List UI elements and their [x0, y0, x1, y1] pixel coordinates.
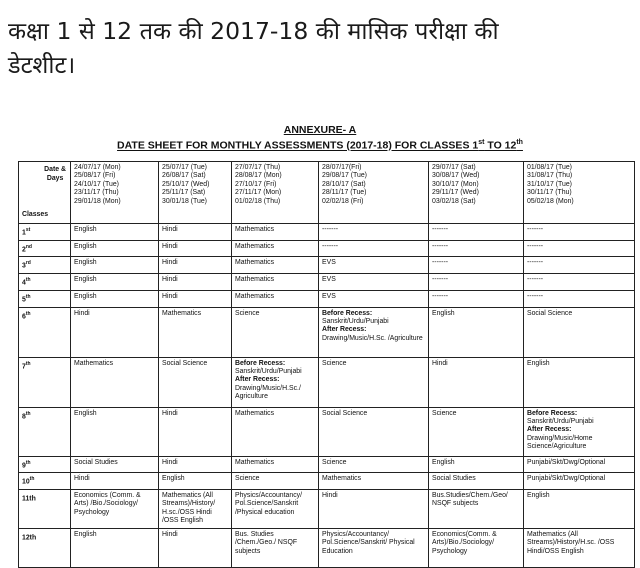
- subject-cell: English: [429, 456, 524, 473]
- datesheet-table: [18, 161, 635, 568]
- subject-cell: English: [524, 489, 635, 528]
- headline: [8, 14, 618, 82]
- subject-cell: Social Studies: [71, 456, 159, 473]
- subject-cell: Mathematics: [71, 357, 159, 407]
- date-header-col-2: 25/07/17 (Tue) 26/08/17 (Sat) 25/10/17 (Wed) 25/11/17 (Sat) 30/01/18 (Tue): [159, 162, 232, 224]
- subject-cell: Mathematics (All Streams)/History/ H.sc./OSS Hindi /OSS English: [159, 489, 232, 528]
- subject-cell: EVS: [319, 274, 429, 291]
- subject-cell: Hindi: [159, 407, 232, 456]
- subject-cell: Mathematics: [232, 456, 319, 473]
- class-cell: 6th: [19, 307, 71, 357]
- subject-cell: Punjabi/Skt/Dwg/Optional: [524, 456, 635, 473]
- subject-cell: Hindi: [159, 240, 232, 257]
- table-row: [19, 407, 635, 456]
- headline-line-1: कक्षा 1 से 12 तक की 2017-18 की मासिक परीक्षा की: [8, 17, 499, 45]
- subject-cell: -------: [524, 274, 635, 291]
- table-row: [19, 528, 635, 567]
- subject-cell: Mathematics: [159, 307, 232, 357]
- subject-cell: Mathematics: [232, 224, 319, 241]
- class-cell: 8th: [19, 407, 71, 456]
- subject-cell: Social Studies: [429, 473, 524, 490]
- date-header-col-1: 24/07/17 (Mon) 25/08/17 (Fri) 24/10/17 (Tue) 23/11/17 (Thu) 29/01/18 (Mon): [71, 162, 159, 224]
- subject-cell: English: [71, 528, 159, 567]
- subject-cell: Social Science: [524, 307, 635, 357]
- subject-cell: Mathematics: [232, 257, 319, 274]
- subject-cell: -------: [429, 274, 524, 291]
- table-row: [19, 489, 635, 528]
- subject-cell: Before Recess: Sanskrit/Urdu/Punjabi After Recess: Drawing/Music/Home Science/Agriculture: [524, 407, 635, 456]
- subject-cell: -------: [429, 257, 524, 274]
- subject-cell: Mathematics: [232, 290, 319, 307]
- subject-cell: -------: [524, 224, 635, 241]
- subject-cell: Hindi: [71, 307, 159, 357]
- title-sup-1: st: [478, 139, 485, 146]
- subject-cell: Hindi: [159, 224, 232, 241]
- subject-cell: Social Science: [319, 407, 429, 456]
- class-cell: 4th: [19, 274, 71, 291]
- table-row: [19, 257, 635, 274]
- subject-cell: Science: [232, 307, 319, 357]
- header-row: [19, 162, 635, 224]
- subject-cell: Science: [319, 456, 429, 473]
- subject-cell: Mathematics: [232, 240, 319, 257]
- date-header-col-4: 28/07/17(Fri) 29/08/17 (Tue) 28/10/17 (Sat) 28/11/17 (Tue) 02/02/18 (Fri): [319, 162, 429, 224]
- subject-cell: EVS: [319, 290, 429, 307]
- class-cell: 1st: [19, 224, 71, 241]
- subject-cell: English: [524, 357, 635, 407]
- subject-cell: Hindi: [159, 274, 232, 291]
- class-cell: 12th: [19, 528, 71, 567]
- subject-cell: Bus. Studies /Chem./Geo./ NSQF subjects: [232, 528, 319, 567]
- subject-cell: Social Science: [159, 357, 232, 407]
- subject-cell: -------: [429, 224, 524, 241]
- corner-cell: [19, 162, 71, 224]
- subject-cell: Science: [429, 407, 524, 456]
- subject-cell: Hindi: [159, 257, 232, 274]
- subject-cell: Before Recess: Sanskrit/Urdu/Punjabi After Recess: Drawing/Music/H.Sc./ Agriculture: [232, 357, 319, 407]
- subject-cell: Science: [232, 473, 319, 490]
- date-header-col-5: 29/07/17 (Sat) 30/08/17 (Wed) 30/10/17 (Mon) 29/11/17 (Wed) 03/02/18 (Sat): [429, 162, 524, 224]
- subject-cell: Mathematics: [319, 473, 429, 490]
- date-days-label: Date & Days: [44, 166, 66, 182]
- class-cell: 11th: [19, 489, 71, 528]
- subject-cell: Physics/Accountancy/ Pol.Science/Sanskrit /Physical education: [232, 489, 319, 528]
- headline-line-2: डेटशीट।: [8, 51, 76, 79]
- subject-cell: -------: [319, 224, 429, 241]
- title-sup-2: th: [516, 139, 523, 146]
- subject-cell: English: [71, 257, 159, 274]
- subject-cell: English: [159, 473, 232, 490]
- subject-cell: Hindi: [159, 290, 232, 307]
- subject-cell: English: [71, 224, 159, 241]
- table-row: [19, 357, 635, 407]
- subject-cell: -------: [319, 240, 429, 257]
- classes-label: Classes: [22, 210, 49, 218]
- subject-cell: Economics(Comm. & Arts)/Bio./Sociology/ Psychology: [429, 528, 524, 567]
- class-cell: 3rd: [19, 257, 71, 274]
- subject-cell: English: [429, 307, 524, 357]
- date-header-col-6: 01/08/17 (Tue) 31/08/17 (Thu) 31/10/17 (Tue) 30/11/17 (Thu) 05/02/18 (Mon): [524, 162, 635, 224]
- subject-cell: Physics/Accountancy/ Pol.Science/Sanskrit/ Physical Education: [319, 528, 429, 567]
- subject-cell: Hindi: [319, 489, 429, 528]
- subject-cell: Mathematics: [232, 274, 319, 291]
- class-cell: 7th: [19, 357, 71, 407]
- title-to: TO 12: [484, 139, 517, 152]
- table-row: [19, 274, 635, 291]
- table-row: [19, 290, 635, 307]
- subject-cell: Punjabi/Skt/Dwg/Optional: [524, 473, 635, 490]
- subject-cell: Science: [319, 357, 429, 407]
- subject-cell: -------: [524, 240, 635, 257]
- subject-cell: English: [71, 290, 159, 307]
- class-cell: 5th: [19, 290, 71, 307]
- subject-cell: English: [71, 274, 159, 291]
- table-row: [19, 224, 635, 241]
- subject-cell: Hindi: [159, 456, 232, 473]
- table-row: [19, 456, 635, 473]
- subject-cell: -------: [524, 257, 635, 274]
- table-row: [19, 473, 635, 490]
- subject-cell: Hindi: [71, 473, 159, 490]
- subject-cell: Bus.Studies/Chem./Geo/ NSQF subjects: [429, 489, 524, 528]
- subject-cell: Hindi: [159, 528, 232, 567]
- annexure-label: ANNEXURE- A: [283, 124, 357, 136]
- class-cell: 9th: [19, 456, 71, 473]
- subject-cell: Hindi: [429, 357, 524, 407]
- subject-cell: English: [71, 407, 159, 456]
- table-row: [19, 307, 635, 357]
- subject-cell: Economics (Comm. & Arts) /Bio./Sociology/ Psychology: [71, 489, 159, 528]
- subject-cell: English: [71, 240, 159, 257]
- subject-cell: EVS: [319, 257, 429, 274]
- class-cell: 10th: [19, 473, 71, 490]
- date-header-col-3: 27/07/17 (Thu) 28/08/17 (Mon) 27/10/17 (Fri) 27/11/17 (Mon) 01/02/18 (Thu): [232, 162, 319, 224]
- subject-cell: -------: [429, 240, 524, 257]
- subject-cell: Before Recess: Sanskrit/Urdu/Punjabi After Recess: Drawing/Music/H.Sc. /Agriculture: [319, 307, 429, 357]
- table-row: [19, 240, 635, 257]
- subject-cell: Mathematics (All Streams)/History/H.sc. /OSS Hindi/OSS English: [524, 528, 635, 567]
- subject-cell: Mathematics: [232, 407, 319, 456]
- title-main: DATE SHEET FOR MONTHLY ASSESSMENTS (2017-18) FOR CLASSES 1: [117, 139, 479, 152]
- subject-cell: -------: [524, 290, 635, 307]
- class-cell: 2nd: [19, 240, 71, 257]
- subject-cell: -------: [429, 290, 524, 307]
- datesheet-title: [0, 139, 640, 152]
